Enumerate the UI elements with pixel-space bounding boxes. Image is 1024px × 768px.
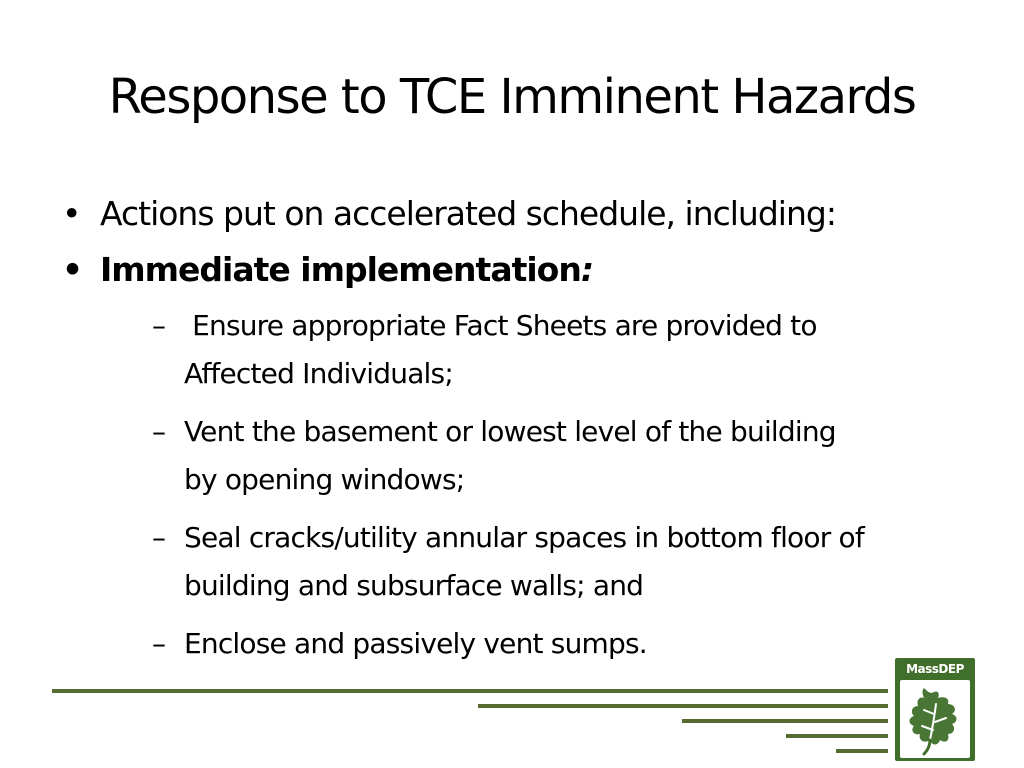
oak-leaf-icon — [900, 680, 970, 758]
sub-bullet-item — [100, 302, 984, 398]
slide-title: Response to TCE Imminent Hazards — [108, 69, 916, 125]
footer-rule — [52, 689, 888, 693]
bullet-item — [62, 186, 992, 242]
bullet-dot-icon: • — [62, 250, 83, 289]
dash-icon: – — [152, 309, 166, 342]
bullet-list — [62, 186, 992, 678]
dash-icon: – — [152, 415, 166, 448]
massdep-logo — [895, 658, 975, 761]
bullet-text-suffix: : — [580, 250, 594, 289]
sub-bullet-text: Vent the basement or lowest level of the building — [184, 415, 836, 448]
footer-rule — [836, 749, 888, 753]
footer-rule — [682, 719, 888, 723]
logo-text: MassDEP — [906, 662, 964, 676]
sub-bullet-text: Seal cracks/utility annular spaces in bottom floor of — [184, 521, 864, 554]
sub-bullet-list — [100, 302, 992, 668]
sub-bullet-text: Enclose and passively vent sumps. — [184, 627, 647, 660]
sub-bullet-text: by opening windows; — [184, 463, 465, 496]
sub-bullet-text: Ensure appropriate Fact Sheets are provided to — [192, 309, 817, 342]
sub-bullet-item — [100, 620, 984, 668]
sub-bullet-text: Affected Individuals; — [184, 357, 453, 390]
bullet-dot-icon: • — [62, 194, 81, 233]
bullet-item — [62, 242, 992, 668]
bullet-text: Immediate implementation — [100, 250, 581, 289]
sub-bullet-item — [100, 408, 984, 504]
dash-icon: – — [152, 627, 166, 660]
bullet-text: Actions put on accelerated schedule, including: — [100, 194, 836, 233]
footer-rule — [478, 704, 888, 708]
sub-bullet-text: building and subsurface walls; and — [184, 569, 644, 602]
dash-icon: – — [152, 521, 166, 554]
sub-bullet-item — [100, 514, 984, 610]
footer-rule — [786, 734, 888, 738]
